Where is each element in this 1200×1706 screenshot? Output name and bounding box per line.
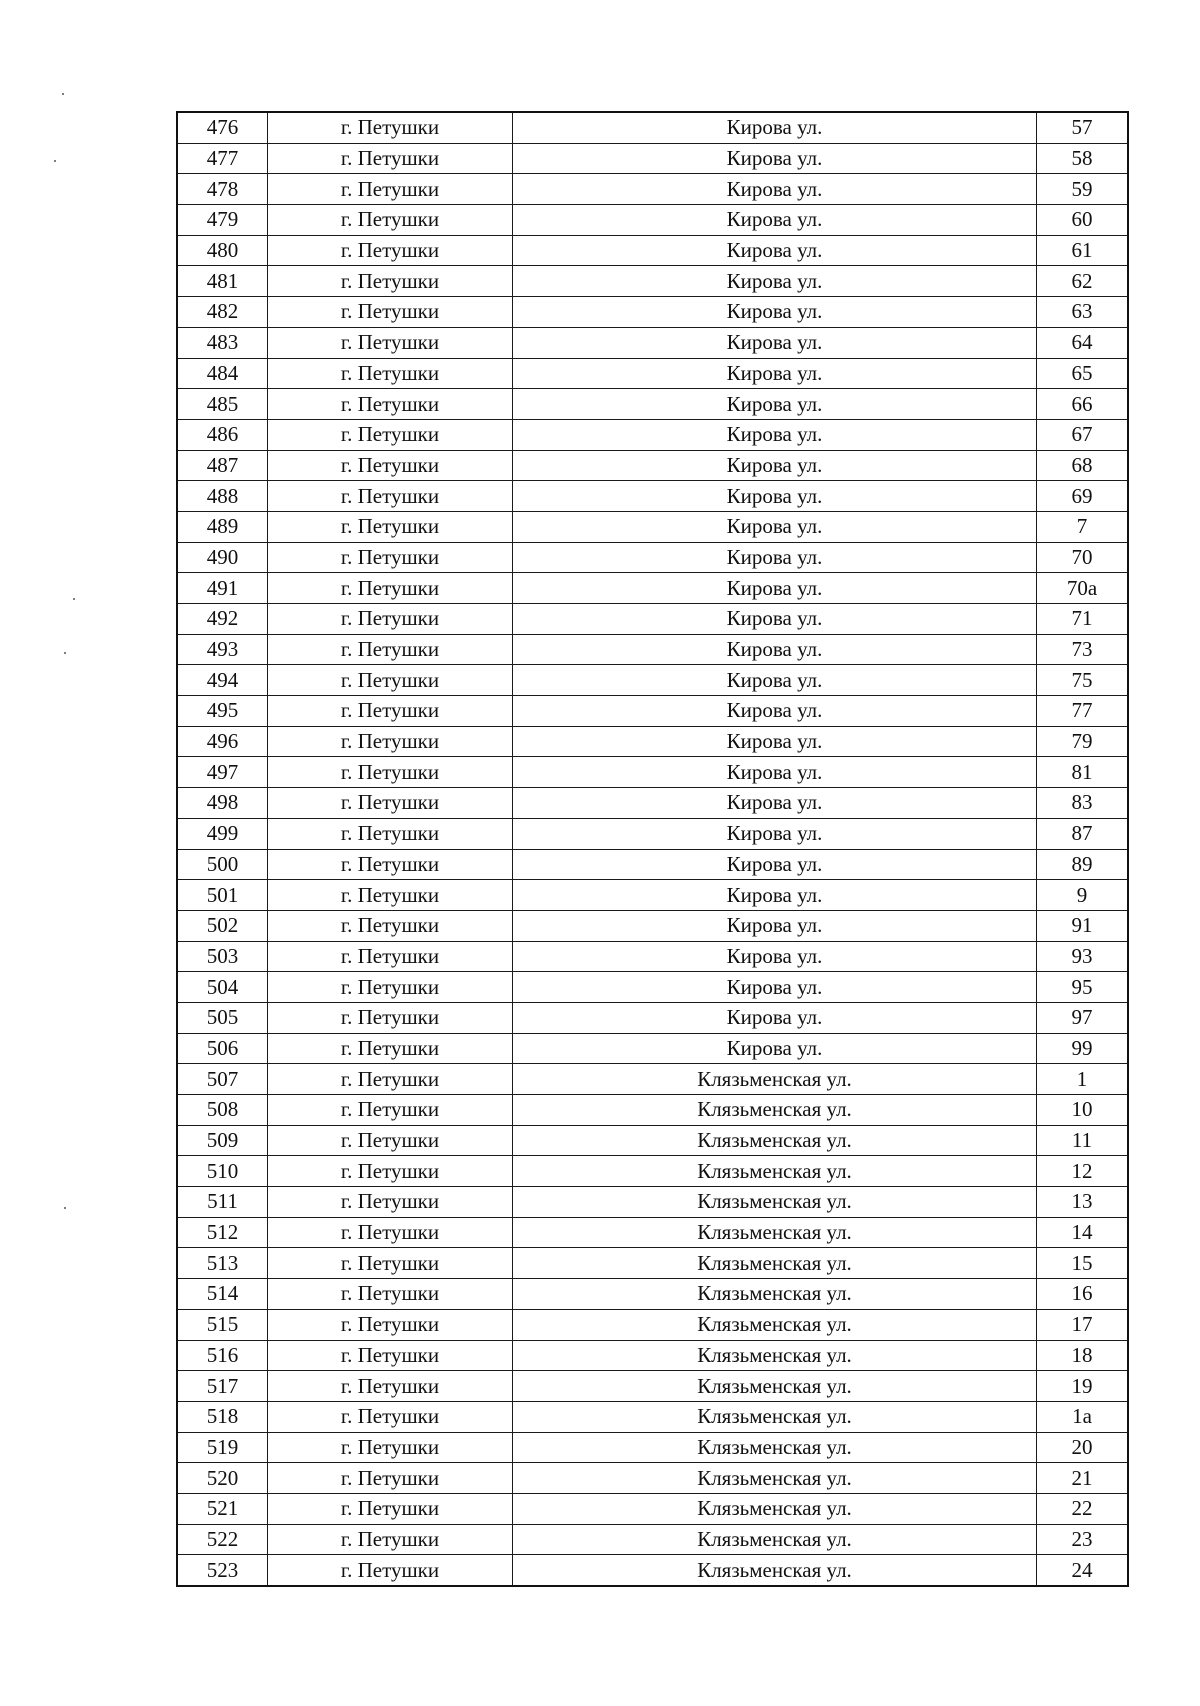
house-number-cell: 20 bbox=[1037, 1432, 1129, 1463]
table-row bbox=[177, 849, 1128, 880]
row-number-cell: 481 bbox=[177, 266, 268, 297]
house-number-cell: 19 bbox=[1037, 1371, 1129, 1402]
city-cell: г. Петушки bbox=[268, 1279, 513, 1310]
row-number-cell: 479 bbox=[177, 205, 268, 236]
row-number-cell: 518 bbox=[177, 1401, 268, 1432]
street-cell: Кирова ул. bbox=[513, 910, 1037, 941]
street-cell: Клязьменская ул. bbox=[513, 1432, 1037, 1463]
table-row bbox=[177, 511, 1128, 542]
house-number-cell: 10 bbox=[1037, 1095, 1129, 1126]
table-row bbox=[177, 1033, 1128, 1064]
street-cell: Клязьменская ул. bbox=[513, 1125, 1037, 1156]
city-cell: г. Петушки bbox=[268, 1401, 513, 1432]
table-row bbox=[177, 604, 1128, 635]
city-cell: г. Петушки bbox=[268, 1340, 513, 1371]
city-cell: г. Петушки bbox=[268, 205, 513, 236]
address-table-container bbox=[176, 111, 1126, 1587]
table-row bbox=[177, 143, 1128, 174]
table-row bbox=[177, 419, 1128, 450]
street-cell: Клязьменская ул. bbox=[513, 1248, 1037, 1279]
street-cell: Кирова ул. bbox=[513, 726, 1037, 757]
house-number-cell: 16 bbox=[1037, 1279, 1129, 1310]
row-number-cell: 488 bbox=[177, 481, 268, 512]
street-cell: Клязьменская ул. bbox=[513, 1217, 1037, 1248]
table-row bbox=[177, 112, 1128, 143]
row-number-cell: 504 bbox=[177, 972, 268, 1003]
table-row bbox=[177, 1401, 1128, 1432]
house-number-cell: 91 bbox=[1037, 910, 1129, 941]
row-number-cell: 496 bbox=[177, 726, 268, 757]
row-number-cell: 502 bbox=[177, 910, 268, 941]
street-cell: Кирова ул. bbox=[513, 573, 1037, 604]
row-number-cell: 522 bbox=[177, 1524, 268, 1555]
city-cell: г. Петушки bbox=[268, 266, 513, 297]
house-number-cell: 60 bbox=[1037, 205, 1129, 236]
city-cell: г. Петушки bbox=[268, 696, 513, 727]
row-number-cell: 505 bbox=[177, 1002, 268, 1033]
address-table-body bbox=[177, 112, 1128, 1586]
table-row bbox=[177, 450, 1128, 481]
house-number-cell: 97 bbox=[1037, 1002, 1129, 1033]
row-number-cell: 499 bbox=[177, 818, 268, 849]
scan-speck bbox=[62, 93, 64, 95]
table-row bbox=[177, 1156, 1128, 1187]
city-cell: г. Петушки bbox=[268, 788, 513, 819]
row-number-cell: 494 bbox=[177, 665, 268, 696]
table-row bbox=[177, 1064, 1128, 1095]
table-row bbox=[177, 235, 1128, 266]
house-number-cell: 67 bbox=[1037, 419, 1129, 450]
city-cell: г. Петушки bbox=[268, 235, 513, 266]
house-number-cell: 21 bbox=[1037, 1463, 1129, 1494]
house-number-cell: 23 bbox=[1037, 1524, 1129, 1555]
city-cell: г. Петушки bbox=[268, 419, 513, 450]
table-row bbox=[177, 1463, 1128, 1494]
street-cell: Клязьменская ул. bbox=[513, 1401, 1037, 1432]
house-number-cell: 68 bbox=[1037, 450, 1129, 481]
row-number-cell: 500 bbox=[177, 849, 268, 880]
table-row bbox=[177, 1125, 1128, 1156]
table-row bbox=[177, 972, 1128, 1003]
street-cell: Клязьменская ул. bbox=[513, 1371, 1037, 1402]
table-row bbox=[177, 327, 1128, 358]
scan-speck bbox=[54, 160, 56, 162]
row-number-cell: 509 bbox=[177, 1125, 268, 1156]
house-number-cell: 1а bbox=[1037, 1401, 1129, 1432]
house-number-cell: 17 bbox=[1037, 1309, 1129, 1340]
house-number-cell: 59 bbox=[1037, 174, 1129, 205]
city-cell: г. Петушки bbox=[268, 1524, 513, 1555]
city-cell: г. Петушки bbox=[268, 450, 513, 481]
row-number-cell: 519 bbox=[177, 1432, 268, 1463]
house-number-cell: 77 bbox=[1037, 696, 1129, 727]
row-number-cell: 487 bbox=[177, 450, 268, 481]
table-row bbox=[177, 880, 1128, 911]
street-cell: Клязьменская ул. bbox=[513, 1187, 1037, 1218]
row-number-cell: 492 bbox=[177, 604, 268, 635]
table-row bbox=[177, 1187, 1128, 1218]
table-row bbox=[177, 818, 1128, 849]
house-number-cell: 83 bbox=[1037, 788, 1129, 819]
scan-speck bbox=[64, 652, 66, 654]
table-row bbox=[177, 174, 1128, 205]
house-number-cell: 9 bbox=[1037, 880, 1129, 911]
city-cell: г. Петушки bbox=[268, 880, 513, 911]
table-row bbox=[177, 1524, 1128, 1555]
city-cell: г. Петушки bbox=[268, 941, 513, 972]
city-cell: г. Петушки bbox=[268, 358, 513, 389]
row-number-cell: 512 bbox=[177, 1217, 268, 1248]
table-row bbox=[177, 665, 1128, 696]
house-number-cell: 13 bbox=[1037, 1187, 1129, 1218]
row-number-cell: 501 bbox=[177, 880, 268, 911]
street-cell: Кирова ул. bbox=[513, 419, 1037, 450]
street-cell: Кирова ул. bbox=[513, 174, 1037, 205]
house-number-cell: 73 bbox=[1037, 634, 1129, 665]
row-number-cell: 507 bbox=[177, 1064, 268, 1095]
house-number-cell: 65 bbox=[1037, 358, 1129, 389]
house-number-cell: 66 bbox=[1037, 389, 1129, 420]
row-number-cell: 520 bbox=[177, 1463, 268, 1494]
house-number-cell: 89 bbox=[1037, 849, 1129, 880]
city-cell: г. Петушки bbox=[268, 1033, 513, 1064]
house-number-cell: 1 bbox=[1037, 1064, 1129, 1095]
city-cell: г. Петушки bbox=[268, 604, 513, 635]
street-cell: Кирова ул. bbox=[513, 511, 1037, 542]
street-cell: Кирова ул. bbox=[513, 880, 1037, 911]
row-number-cell: 484 bbox=[177, 358, 268, 389]
house-number-cell: 81 bbox=[1037, 757, 1129, 788]
street-cell: Клязьменская ул. bbox=[513, 1064, 1037, 1095]
row-number-cell: 517 bbox=[177, 1371, 268, 1402]
street-cell: Кирова ул. bbox=[513, 849, 1037, 880]
house-number-cell: 95 bbox=[1037, 972, 1129, 1003]
city-cell: г. Петушки bbox=[268, 1064, 513, 1095]
table-row bbox=[177, 726, 1128, 757]
house-number-cell: 14 bbox=[1037, 1217, 1129, 1248]
street-cell: Кирова ул. bbox=[513, 696, 1037, 727]
street-cell: Кирова ул. bbox=[513, 941, 1037, 972]
city-cell: г. Петушки bbox=[268, 1248, 513, 1279]
row-number-cell: 490 bbox=[177, 542, 268, 573]
street-cell: Клязьменская ул. bbox=[513, 1095, 1037, 1126]
street-cell: Кирова ул. bbox=[513, 205, 1037, 236]
city-cell: г. Петушки bbox=[268, 573, 513, 604]
house-number-cell: 58 bbox=[1037, 143, 1129, 174]
city-cell: г. Петушки bbox=[268, 818, 513, 849]
row-number-cell: 482 bbox=[177, 297, 268, 328]
scan-speck bbox=[73, 598, 75, 600]
street-cell: Кирова ул. bbox=[513, 665, 1037, 696]
row-number-cell: 523 bbox=[177, 1555, 268, 1586]
row-number-cell: 506 bbox=[177, 1033, 268, 1064]
row-number-cell: 489 bbox=[177, 511, 268, 542]
house-number-cell: 24 bbox=[1037, 1555, 1129, 1586]
street-cell: Кирова ул. bbox=[513, 389, 1037, 420]
street-cell: Кирова ул. bbox=[513, 1002, 1037, 1033]
house-number-cell: 12 bbox=[1037, 1156, 1129, 1187]
house-number-cell: 93 bbox=[1037, 941, 1129, 972]
row-number-cell: 516 bbox=[177, 1340, 268, 1371]
street-cell: Кирова ул. bbox=[513, 972, 1037, 1003]
street-cell: Кирова ул. bbox=[513, 327, 1037, 358]
house-number-cell: 11 bbox=[1037, 1125, 1129, 1156]
table-row bbox=[177, 1371, 1128, 1402]
street-cell: Клязьменская ул. bbox=[513, 1493, 1037, 1524]
street-cell: Кирова ул. bbox=[513, 788, 1037, 819]
street-cell: Клязьменская ул. bbox=[513, 1340, 1037, 1371]
row-number-cell: 491 bbox=[177, 573, 268, 604]
house-number-cell: 71 bbox=[1037, 604, 1129, 635]
table-row bbox=[177, 1309, 1128, 1340]
table-row bbox=[177, 266, 1128, 297]
city-cell: г. Петушки bbox=[268, 972, 513, 1003]
table-row bbox=[177, 941, 1128, 972]
street-cell: Клязьменская ул. bbox=[513, 1524, 1037, 1555]
row-number-cell: 514 bbox=[177, 1279, 268, 1310]
street-cell: Кирова ул. bbox=[513, 450, 1037, 481]
city-cell: г. Петушки bbox=[268, 1095, 513, 1126]
row-number-cell: 493 bbox=[177, 634, 268, 665]
row-number-cell: 511 bbox=[177, 1187, 268, 1218]
house-number-cell: 61 bbox=[1037, 235, 1129, 266]
table-row bbox=[177, 1555, 1128, 1586]
city-cell: г. Петушки bbox=[268, 757, 513, 788]
city-cell: г. Петушки bbox=[268, 1309, 513, 1340]
table-row bbox=[177, 358, 1128, 389]
street-cell: Кирова ул. bbox=[513, 757, 1037, 788]
house-number-cell: 70а bbox=[1037, 573, 1129, 604]
street-cell: Кирова ул. bbox=[513, 112, 1037, 143]
table-row bbox=[177, 1002, 1128, 1033]
table-row bbox=[177, 205, 1128, 236]
city-cell: г. Петушки bbox=[268, 542, 513, 573]
house-number-cell: 7 bbox=[1037, 511, 1129, 542]
city-cell: г. Петушки bbox=[268, 849, 513, 880]
house-number-cell: 75 bbox=[1037, 665, 1129, 696]
city-cell: г. Петушки bbox=[268, 1187, 513, 1218]
house-number-cell: 62 bbox=[1037, 266, 1129, 297]
street-cell: Клязьменская ул. bbox=[513, 1279, 1037, 1310]
table-row bbox=[177, 1095, 1128, 1126]
row-number-cell: 486 bbox=[177, 419, 268, 450]
city-cell: г. Петушки bbox=[268, 726, 513, 757]
city-cell: г. Петушки bbox=[268, 143, 513, 174]
street-cell: Кирова ул. bbox=[513, 1033, 1037, 1064]
table-row bbox=[177, 542, 1128, 573]
street-cell: Кирова ул. bbox=[513, 297, 1037, 328]
table-row bbox=[177, 389, 1128, 420]
table-row bbox=[177, 1279, 1128, 1310]
table-row bbox=[177, 788, 1128, 819]
street-cell: Кирова ул. bbox=[513, 634, 1037, 665]
street-cell: Кирова ул. bbox=[513, 481, 1037, 512]
city-cell: г. Петушки bbox=[268, 297, 513, 328]
table-row bbox=[177, 1340, 1128, 1371]
table-row bbox=[177, 910, 1128, 941]
city-cell: г. Петушки bbox=[268, 1125, 513, 1156]
street-cell: Кирова ул. bbox=[513, 235, 1037, 266]
row-number-cell: 478 bbox=[177, 174, 268, 205]
city-cell: г. Петушки bbox=[268, 634, 513, 665]
row-number-cell: 515 bbox=[177, 1309, 268, 1340]
row-number-cell: 510 bbox=[177, 1156, 268, 1187]
row-number-cell: 480 bbox=[177, 235, 268, 266]
city-cell: г. Петушки bbox=[268, 1432, 513, 1463]
table-row bbox=[177, 634, 1128, 665]
table-row bbox=[177, 481, 1128, 512]
city-cell: г. Петушки bbox=[268, 1156, 513, 1187]
row-number-cell: 485 bbox=[177, 389, 268, 420]
row-number-cell: 497 bbox=[177, 757, 268, 788]
city-cell: г. Петушки bbox=[268, 665, 513, 696]
city-cell: г. Петушки bbox=[268, 1493, 513, 1524]
city-cell: г. Петушки bbox=[268, 1002, 513, 1033]
row-number-cell: 483 bbox=[177, 327, 268, 358]
row-number-cell: 508 bbox=[177, 1095, 268, 1126]
city-cell: г. Петушки bbox=[268, 1463, 513, 1494]
house-number-cell: 70 bbox=[1037, 542, 1129, 573]
table-row bbox=[177, 1493, 1128, 1524]
scan-speck bbox=[64, 1207, 66, 1209]
city-cell: г. Петушки bbox=[268, 112, 513, 143]
house-number-cell: 79 bbox=[1037, 726, 1129, 757]
city-cell: г. Петушки bbox=[268, 1217, 513, 1248]
house-number-cell: 87 bbox=[1037, 818, 1129, 849]
street-cell: Клязьменская ул. bbox=[513, 1309, 1037, 1340]
city-cell: г. Петушки bbox=[268, 327, 513, 358]
street-cell: Клязьменская ул. bbox=[513, 1555, 1037, 1586]
city-cell: г. Петушки bbox=[268, 1371, 513, 1402]
street-cell: Кирова ул. bbox=[513, 818, 1037, 849]
city-cell: г. Петушки bbox=[268, 481, 513, 512]
house-number-cell: 69 bbox=[1037, 481, 1129, 512]
row-number-cell: 513 bbox=[177, 1248, 268, 1279]
row-number-cell: 476 bbox=[177, 112, 268, 143]
city-cell: г. Петушки bbox=[268, 389, 513, 420]
house-number-cell: 15 bbox=[1037, 1248, 1129, 1279]
street-cell: Клязьменская ул. bbox=[513, 1156, 1037, 1187]
house-number-cell: 99 bbox=[1037, 1033, 1129, 1064]
house-number-cell: 63 bbox=[1037, 297, 1129, 328]
city-cell: г. Петушки bbox=[268, 511, 513, 542]
row-number-cell: 495 bbox=[177, 696, 268, 727]
street-cell: Кирова ул. bbox=[513, 266, 1037, 297]
table-row bbox=[177, 1432, 1128, 1463]
street-cell: Кирова ул. bbox=[513, 358, 1037, 389]
street-cell: Кирова ул. bbox=[513, 542, 1037, 573]
row-number-cell: 503 bbox=[177, 941, 268, 972]
house-number-cell: 18 bbox=[1037, 1340, 1129, 1371]
house-number-cell: 22 bbox=[1037, 1493, 1129, 1524]
table-row bbox=[177, 1248, 1128, 1279]
table-row bbox=[177, 757, 1128, 788]
street-cell: Кирова ул. bbox=[513, 604, 1037, 635]
table-row bbox=[177, 297, 1128, 328]
row-number-cell: 521 bbox=[177, 1493, 268, 1524]
table-row bbox=[177, 696, 1128, 727]
row-number-cell: 498 bbox=[177, 788, 268, 819]
row-number-cell: 477 bbox=[177, 143, 268, 174]
house-number-cell: 64 bbox=[1037, 327, 1129, 358]
street-cell: Кирова ул. bbox=[513, 143, 1037, 174]
house-number-cell: 57 bbox=[1037, 112, 1129, 143]
table-row bbox=[177, 1217, 1128, 1248]
table-row bbox=[177, 573, 1128, 604]
city-cell: г. Петушки bbox=[268, 174, 513, 205]
address-table bbox=[176, 111, 1129, 1587]
city-cell: г. Петушки bbox=[268, 910, 513, 941]
street-cell: Клязьменская ул. bbox=[513, 1463, 1037, 1494]
city-cell: г. Петушки bbox=[268, 1555, 513, 1586]
